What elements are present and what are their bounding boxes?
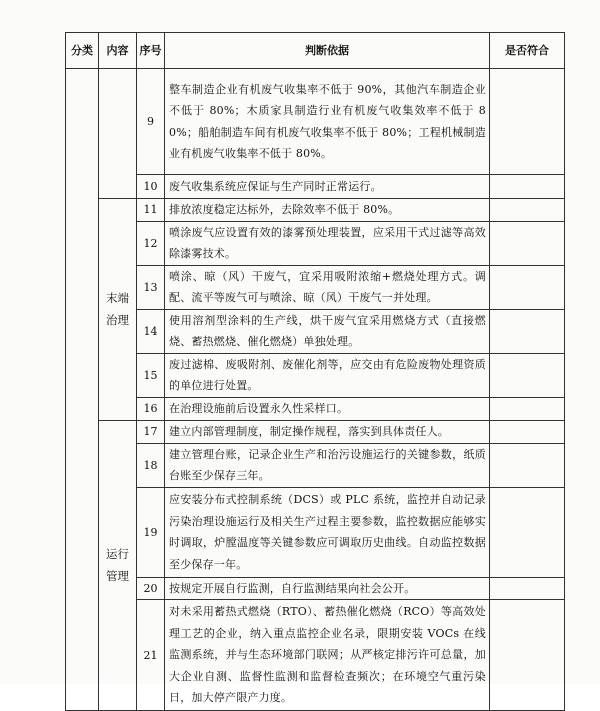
header-basis: 判断依据 [165,33,490,69]
row-number: 10 [137,175,165,199]
row-number: 20 [137,577,165,600]
table-row [66,577,565,600]
row-basis: 喷涂、晾（风）干废气，宜采用吸附浓缩+燃烧处理方式。调配、流平等废气可与喷涂、晾（风）干废气一并处理。 [165,265,490,309]
table-row [66,487,565,577]
conform-cell [490,487,565,577]
table-row [66,353,565,397]
row-basis: 使用溶剂型涂料的生产线，烘干废气宜采用燃烧方式（直接燃烧、蓄热燃烧、催化燃烧）单独处理。 [165,309,490,353]
header-content: 内容 [99,33,137,69]
row-number: 21 [137,600,165,711]
table-row [66,199,565,222]
row-number: 18 [137,443,165,487]
table-row [66,309,565,353]
header-number: 序号 [137,33,165,69]
row-basis: 建立管理台账，记录企业生产和治污设施运行的关键参数，纸质台账至少保存三年。 [165,443,490,487]
row-number: 11 [137,199,165,222]
header-category: 分类 [66,33,99,69]
conform-cell [490,199,565,222]
row-number: 15 [137,353,165,397]
table-row [66,69,565,175]
category-cell [66,69,99,711]
row-number: 19 [137,487,165,577]
row-basis: 按规定开展自行监测，自行监测结果向社会公开。 [165,577,490,600]
conform-cell [490,420,565,443]
conform-cell [490,221,565,265]
row-number: 13 [137,265,165,309]
row-basis: 排放浓度稳定达标外，去除效率不低于 80%。 [165,199,490,222]
conform-cell [490,69,565,175]
table-row [66,397,565,420]
row-number: 9 [137,69,165,175]
row-number: 17 [137,420,165,443]
conform-cell [490,397,565,420]
conform-cell [490,309,565,353]
group-operation [99,420,137,711]
conform-cell [490,600,565,711]
row-basis: 在治理设施前后设置永久性采样口。 [165,397,490,420]
table-header [66,33,565,69]
table-row [66,175,565,199]
table-row [66,221,565,265]
conform-cell [490,175,565,199]
conform-cell [490,265,565,309]
table-row [66,443,565,487]
row-number: 14 [137,309,165,353]
content-cell [99,69,137,199]
group-end-treatment [99,199,137,421]
row-basis: 废气收集系统应保证与生产同时正常运行。 [165,175,490,199]
row-basis: 喷涂废气应设置有效的漆雾预处理装置，应采用干式过滤等高效除漆雾技术。 [165,221,490,265]
table-row [66,420,565,443]
row-number: 12 [137,221,165,265]
conform-cell [490,353,565,397]
table-row [66,600,565,711]
row-basis: 建立内部管理制度，制定操作规程，落实到具体责任人。 [165,420,490,443]
checklist-table [65,32,565,711]
row-basis: 对未采用蓄热式燃烧（RTO）、蓄热催化燃烧（RCO）等高效处理工艺的企业，纳入重点监控企业名录，限期安装 VOCs 在线监测系统，并与生态环境部门联网；从严核定排污许可总量，加大企业自测、监督性监测和监督检查频次；在环境空气重污染日，加大停产限产力度。 [165,600,490,711]
group-label: 运行管理 [106,547,129,584]
group-label: 末端治理 [106,291,129,328]
conform-cell [490,443,565,487]
row-number: 16 [137,397,165,420]
table-row [66,265,565,309]
row-basis: 废过滤棉、废吸附剂、废催化剂等，应交由有危险废物处理资质的单位进行处置。 [165,353,490,397]
header-conform: 是否符合 [490,33,565,69]
row-basis: 整车制造企业有机废气收集率不低于 90%，其他汽车制造企业不低于 80%；木质家具制造行业有机废气收集效率不低于 80%；船舶制造车间有机废气收集率不低于 80%；工程机械制造业有机废气收集率不低于 80%。 [165,69,490,175]
conform-cell [490,577,565,600]
row-basis: 应安装分布式控制系统（DCS）或 PLC 系统，监控并自动记录污染治理设施运行及相关生产过程主要参数，监控数据应能够实时调取，炉膛温度等关键参数应可调取历史曲线。自动监控数据至少保存一年。 [165,487,490,577]
